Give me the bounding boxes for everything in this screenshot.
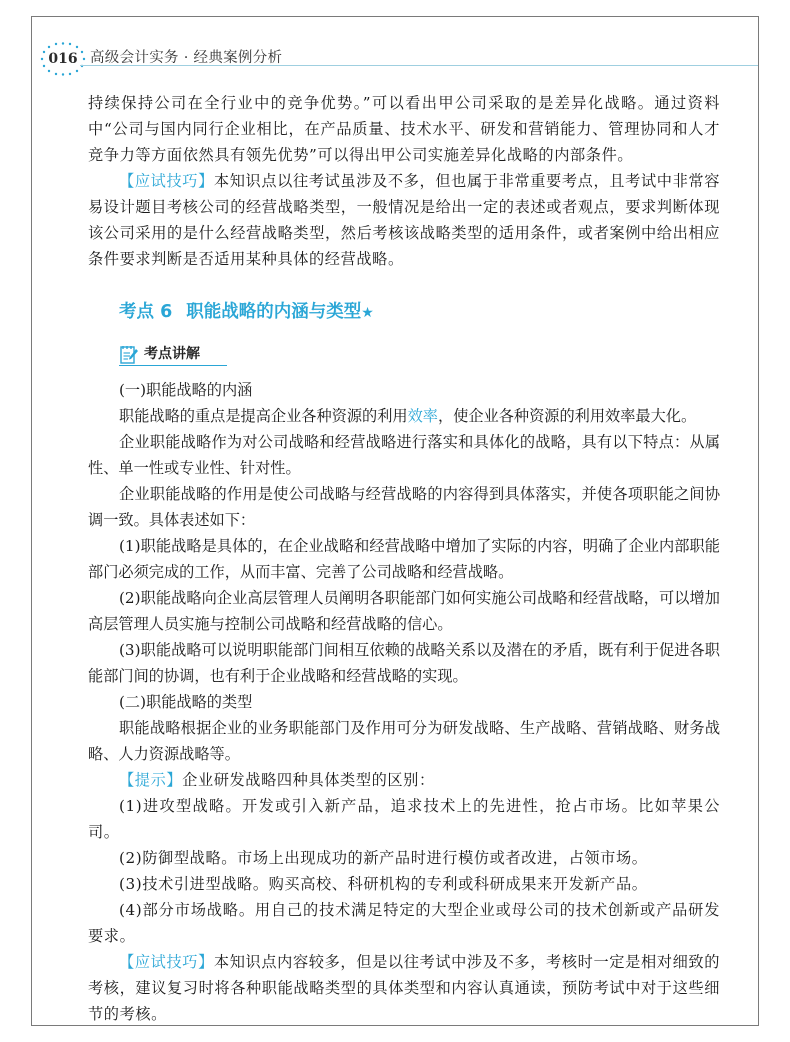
sub-heading-underline: [119, 365, 227, 366]
part2-paragraph-1: 职能战略根据企业的业务职能部门及作用可分为研发战略、生产战略、营销战略、财务战略、人力资源战略等。: [88, 719, 720, 763]
hint-tag: 【提示】: [119, 771, 183, 789]
part1-title: (一)职能战略的内涵: [119, 381, 253, 399]
header-rule: [80, 65, 758, 66]
exam-tip-paragraph: [88, 168, 720, 272]
sub-heading: [88, 341, 720, 371]
part1-item-3: (3)职能战略可以说明职能部门间相互依赖的战略关系以及潜在的矛盾，既有利于促进各职能部门间的协调，也有利于企业战略和经营战略的实现。: [88, 641, 720, 685]
page-content: [88, 90, 720, 1027]
hint-item-1: (1)进攻型战略。开发或引入新产品，追求技术上的先进性，抢占市场。比如苹果公司。: [88, 797, 720, 841]
section-title: 职能战略的内涵与类型: [186, 302, 362, 322]
hint-paragraph: [88, 767, 720, 793]
hint-item-2: (2)防御型战略。市场上出现成功的新产品时进行模仿或者改进，占领市场。: [119, 849, 648, 867]
notebook-pen-icon: [119, 343, 139, 365]
page-number: [44, 46, 82, 72]
part1-p1-after: ，使企业各种资源的利用效率最大化。: [437, 407, 697, 425]
exam-tip-tag: 【应试技巧】: [119, 172, 214, 190]
part1-p1-before: 职能战略的重点是提高企业各种资源的利用: [119, 407, 408, 425]
part1-paragraph-1: [88, 403, 720, 429]
page-header: [42, 44, 758, 74]
intro-paragraph: 持续保持公司在全行业中的竞争优势。”可以看出甲公司采取的是差异化战略。通过资料中“公司与国内同行企业相比，在产品质量、技术水平、研发和营销能力、管理协同和人才竞争力等方面依然具有领先优势”可以得出甲公司实施差异化战略的内部条件。: [88, 94, 720, 164]
section-number: 考点 6: [119, 302, 173, 322]
book-title: 高级会计实务 · 经典案例分析: [90, 50, 283, 66]
exam-tip-text: 本知识点以往考试虽涉及不多，但也属于非常重要考点，且考试中非常容易设计题目考核公司的经营战略类型，一般情况是给出一定的表述或者观点，要求判断体现该公司采用的是什么经营战略类型，然后考核该战略类型的适用条件，或者案例中给出相应条件要求判断是否适用某种具体的经营战略。: [88, 172, 720, 268]
part1-item-2: (2)职能战略向企业高层管理人员阐明各职能部门如何实施公司战略和经营战略，可以增加高层管理人员实施与控制公司战略和经营战略的信心。: [88, 589, 720, 633]
hint-text: 企业研发战略四种具体类型的区别：: [182, 771, 435, 789]
sub-heading-label: 考点讲解: [144, 346, 200, 362]
page-number-text: 016: [48, 51, 78, 67]
exam-tip-2-paragraph: [88, 949, 720, 1027]
part2-title: (二)职能战略的类型: [119, 693, 253, 711]
part1-item-1: (1)职能战略是具体的，在企业战略和经营战略中增加了实际的内容，明确了企业内部职能部门必须完成的工作，从而丰富、完善了公司战略和经营战略。: [88, 537, 720, 581]
hint-item-4: (4)部分市场战略。用自己的技术满足特定的大型企业或母公司的技术创新或产品研发要求。: [88, 901, 720, 945]
part1-paragraph-3: 企业职能战略的作用是使公司战略与经营战略的内容得到具体落实，并使各项职能之间协调一致。具体表述如下：: [88, 485, 720, 529]
exam-tip-2-text: 本知识点内容较多，但是以往考试中涉及不多，考核时一定是相对细致的考核，建议复习时将各种职能战略类型的具体类型和内容认真通读，预防考试中对于这些细节的考核。: [88, 953, 720, 1023]
part1-paragraph-2: 企业职能战略作为对公司战略和经营战略进行落实和具体化的战略，具有以下特点：从属性、单一性或专业性、针对性。: [88, 433, 720, 477]
efficiency-highlight: 效率: [407, 407, 438, 425]
section-heading: [88, 298, 720, 327]
star-icon: ★: [361, 305, 374, 321]
hint-item-3: (3)技术引进型战略。购买高校、科研机构的专利或科研成果来开发新产品。: [119, 875, 648, 893]
exam-tip-2-tag: 【应试技巧】: [119, 953, 214, 971]
